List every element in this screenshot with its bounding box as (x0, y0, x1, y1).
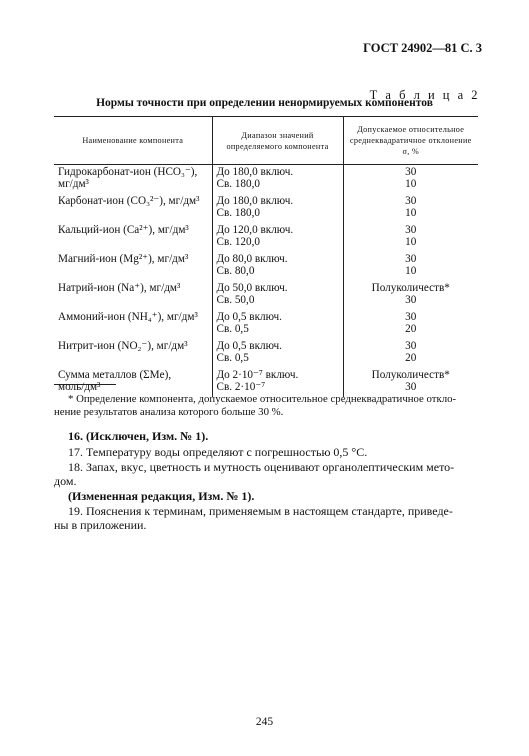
column-header-range: Диапазон значений определяемого компонента (212, 117, 343, 165)
paragraph-16-text: 16. (Исключен, Изм. № 1). (68, 429, 209, 443)
paragraph-19-line: ны в приложении. (54, 517, 147, 532)
range-cell (212, 252, 343, 281)
paragraph-18-line: дом. (54, 473, 77, 488)
component-cell (54, 194, 212, 223)
precision-value: 30 (405, 166, 417, 178)
precision-value: 20 (405, 323, 417, 335)
precision-cell (343, 252, 478, 281)
precision-value: 30 (405, 381, 417, 393)
paragraph-17-text: 17. Температуру воды определяют с погрешностью 0,5 °С. (68, 445, 368, 459)
component-cell (54, 339, 212, 368)
paragraph-16 (54, 430, 478, 444)
precision-cell (343, 165, 478, 195)
table-number: Т а б л и ц а 2 (369, 88, 480, 102)
component-text: Натрий-ион (Na⁺), мг/дм³ (58, 282, 181, 294)
precision-value: Полуколичеств* (371, 369, 450, 381)
component-cell (54, 252, 212, 281)
table-row (54, 281, 478, 310)
table-title: Нормы точности при определении ненормируемых компонентов (96, 97, 433, 109)
table-row (54, 310, 478, 339)
document-code: ГОСТ 24902—81 С. 3 (363, 41, 482, 55)
footnote-line: * Определение компонента, допускаемое относительное среднеквадратичное откло- (68, 393, 457, 405)
range-text: До 80,0 включ. (216, 253, 288, 265)
component-text: Нитрит-ион (NO₂⁻), мг/дм³ (58, 340, 188, 352)
range-text: До 50,0 включ. (216, 282, 288, 294)
paragraph-19 (54, 505, 478, 532)
component-cell (54, 223, 212, 252)
table-row (54, 165, 478, 195)
range-cell (212, 339, 343, 368)
precision-value: 30 (405, 253, 417, 265)
accuracy-table-grid (54, 116, 478, 397)
range-text: Св. 50,0 (216, 294, 255, 306)
column-header-precision: Допускаемое относительное среднеквадратичное отклонение σ, % (343, 117, 478, 165)
paragraph-18-amendment (54, 490, 478, 504)
range-cell (212, 281, 343, 310)
range-cell (212, 223, 343, 252)
range-text: До 120,0 включ. (216, 224, 294, 236)
precision-value: Полуколичеств* (371, 282, 450, 294)
precision-cell (343, 310, 478, 339)
range-text: До 180,0 включ. (216, 195, 294, 207)
precision-value: 10 (405, 178, 417, 190)
range-cell (212, 310, 343, 339)
footnote-line: нение результатов анализа которого больше 30 %. (54, 406, 284, 418)
range-text: До 0,5 включ. (216, 340, 282, 352)
range-text: До 0,5 включ. (216, 311, 282, 323)
precision-value: 10 (405, 265, 417, 277)
range-text: Св. 2·10⁻⁷ (216, 381, 266, 393)
page-number: 245 (255, 716, 274, 728)
paragraph-18 (54, 461, 478, 488)
precision-value: 30 (405, 294, 417, 306)
precision-value: 30 (405, 195, 417, 207)
range-cell (212, 194, 343, 223)
precision-value: 30 (405, 224, 417, 236)
range-text: До 2·10⁻⁷ включ. (216, 369, 299, 381)
component-cell (54, 281, 212, 310)
component-text: Карбонат-ион (CO₃²⁻), мг/дм³ (58, 195, 200, 207)
range-text: Св. 80,0 (216, 265, 255, 277)
precision-value: 10 (405, 236, 417, 248)
component-unit: моль/дм³ (58, 381, 101, 393)
column-header-component: Наименование компонента (54, 117, 212, 165)
range-text: Св. 120,0 (216, 236, 261, 248)
table-row (54, 252, 478, 281)
range-text: Св. 0,5 (216, 352, 249, 364)
precision-value: 30 (405, 311, 417, 323)
component-text: Сумма металлов (ΣMe), (58, 369, 172, 381)
precision-value: 20 (405, 352, 417, 364)
range-text: Св. 180,0 (216, 178, 261, 190)
paragraph-19-line: 19. Пояснения к терминам, применяемым в настоящем стандарте, приведе- (68, 504, 453, 518)
precision-cell (343, 223, 478, 252)
component-cell (54, 310, 212, 339)
table-row (54, 223, 478, 252)
component-text: Аммоний-ион (NH₄⁺), мг/дм³ (58, 311, 198, 323)
precision-value: 30 (405, 340, 417, 352)
range-text: Св. 0,5 (216, 323, 249, 335)
range-text: Св. 180,0 (216, 207, 261, 219)
component-cell (54, 165, 212, 195)
component-text: Кальций-ион (Ca²⁺), мг/дм³ (58, 224, 189, 236)
amendment-text: (Измененная редакция, Изм. № 1). (68, 489, 255, 503)
table-row (54, 339, 478, 368)
table-row (54, 194, 478, 223)
range-cell (212, 165, 343, 195)
footnote-divider (54, 384, 116, 385)
precision-cell (343, 194, 478, 223)
range-text: До 180,0 включ. (216, 166, 294, 178)
paragraph-17 (54, 446, 478, 460)
component-text: Гидрокарбонат-ион (HCO₃⁻), (58, 166, 198, 178)
table-footnote (54, 393, 478, 419)
table-header-row (54, 117, 478, 165)
paragraph-18-line: 18. Запах, вкус, цветность и мутность оценивают органолептическим мето- (68, 460, 455, 474)
component-text: Магний-ион (Mg²⁺), мг/дм³ (58, 253, 189, 265)
precision-value: 10 (405, 207, 417, 219)
accuracy-table (54, 116, 478, 397)
precision-cell (343, 339, 478, 368)
precision-cell (343, 281, 478, 310)
component-unit: мг/дм³ (58, 178, 89, 190)
